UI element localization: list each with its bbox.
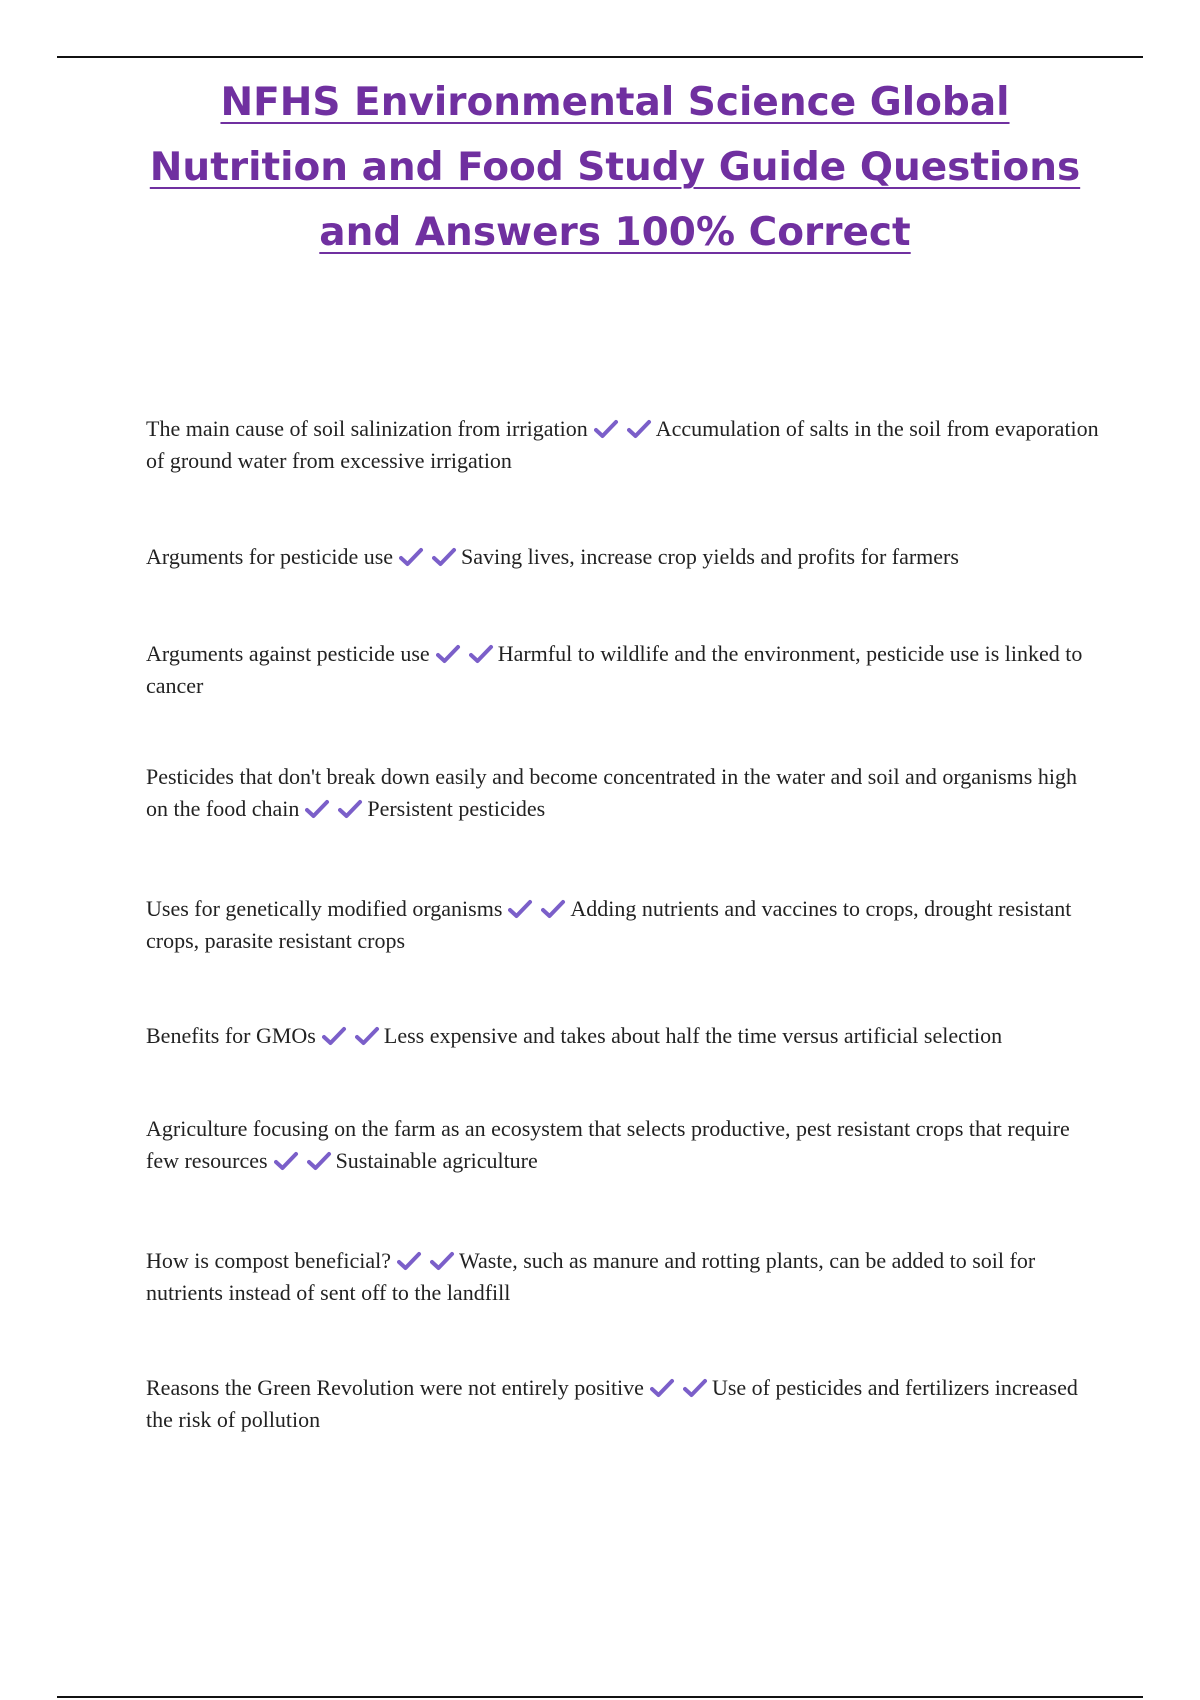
qa-item — [146, 1372, 1101, 1436]
double-check-icon — [274, 1145, 332, 1177]
answer-text: Accumulation of salts in the soil from evaporation of ground water from excessive irrigation — [146, 416, 1099, 473]
double-check-icon — [650, 1372, 708, 1404]
check-icon — [355, 1026, 380, 1046]
qa-item — [146, 1113, 1101, 1177]
bottom-rule — [57, 1696, 1143, 1698]
question-text: Arguments against pesticide use — [146, 641, 430, 666]
answer-text: Saving lives, increase crop yields and profits for farmers — [461, 544, 959, 569]
double-check-icon — [305, 793, 363, 825]
answer-text: Persistent pesticides — [367, 796, 546, 821]
question-text: Pesticides that don't break down easily and become concentrated in the water and soil and organisms high on the food chain — [146, 764, 1077, 821]
double-check-icon — [594, 413, 652, 445]
check-icon — [436, 644, 461, 664]
check-icon — [307, 1151, 332, 1171]
top-rule — [57, 56, 1143, 58]
qa-item — [146, 1020, 1101, 1052]
double-check-icon — [508, 893, 566, 925]
check-icon — [430, 1251, 455, 1271]
check-icon — [683, 1378, 708, 1398]
check-icon — [594, 419, 619, 439]
check-icon — [305, 799, 330, 819]
question-text: The main cause of soil salinization from irrigation — [146, 416, 588, 441]
double-check-icon — [397, 1245, 455, 1277]
qa-item — [146, 761, 1101, 825]
double-check-icon — [436, 638, 494, 670]
question-text: How is compost beneficial? — [146, 1248, 391, 1273]
answer-text: Harmful to wildlife and the environment, pesticide use is linked to cancer — [146, 641, 1083, 698]
qa-item — [146, 638, 1101, 702]
double-check-icon — [399, 541, 457, 573]
answer-text: Less expensive and takes about half the time versus artificial selection — [383, 1023, 1003, 1048]
qa-item — [146, 541, 1101, 573]
qa-item — [146, 1245, 1101, 1309]
document-title — [120, 70, 1110, 265]
check-icon — [469, 644, 494, 664]
check-icon — [508, 899, 533, 919]
check-icon — [650, 1378, 675, 1398]
check-icon — [627, 419, 652, 439]
double-check-icon — [322, 1020, 380, 1052]
question-text: Reasons the Green Revolution were not entirely positive — [146, 1375, 644, 1400]
answer-text: Waste, such as manure and rotting plants, can be added to soil for nutrients instead of sent off to the landfill — [146, 1248, 1036, 1305]
check-icon — [397, 1251, 422, 1271]
qa-item — [146, 893, 1101, 957]
question-text: Benefits for GMOs — [146, 1023, 316, 1048]
check-icon — [399, 547, 424, 567]
check-icon — [541, 899, 566, 919]
question-text: Agriculture focusing on the farm as an ecosystem that selects productive, pest resistant crops that require few resources — [146, 1116, 1070, 1173]
check-icon — [432, 547, 457, 567]
check-icon — [338, 799, 363, 819]
qa-item — [146, 413, 1101, 477]
question-text: Uses for genetically modified organisms — [146, 896, 503, 921]
answer-text: Adding nutrients and vaccines to crops, drought resistant crops, parasite resistant crops — [146, 896, 1072, 953]
document-title-text: NFHS Environmental Science Global Nutrition and Food Study Guide Questions and Answers 100% Correct — [149, 80, 1081, 255]
check-icon — [322, 1026, 347, 1046]
check-icon — [274, 1151, 299, 1171]
answer-text: Use of pesticides and fertilizers increased the risk of pollution — [146, 1375, 1078, 1432]
question-text: Arguments for pesticide use — [146, 544, 394, 569]
answer-text: Sustainable agriculture — [335, 1148, 538, 1173]
